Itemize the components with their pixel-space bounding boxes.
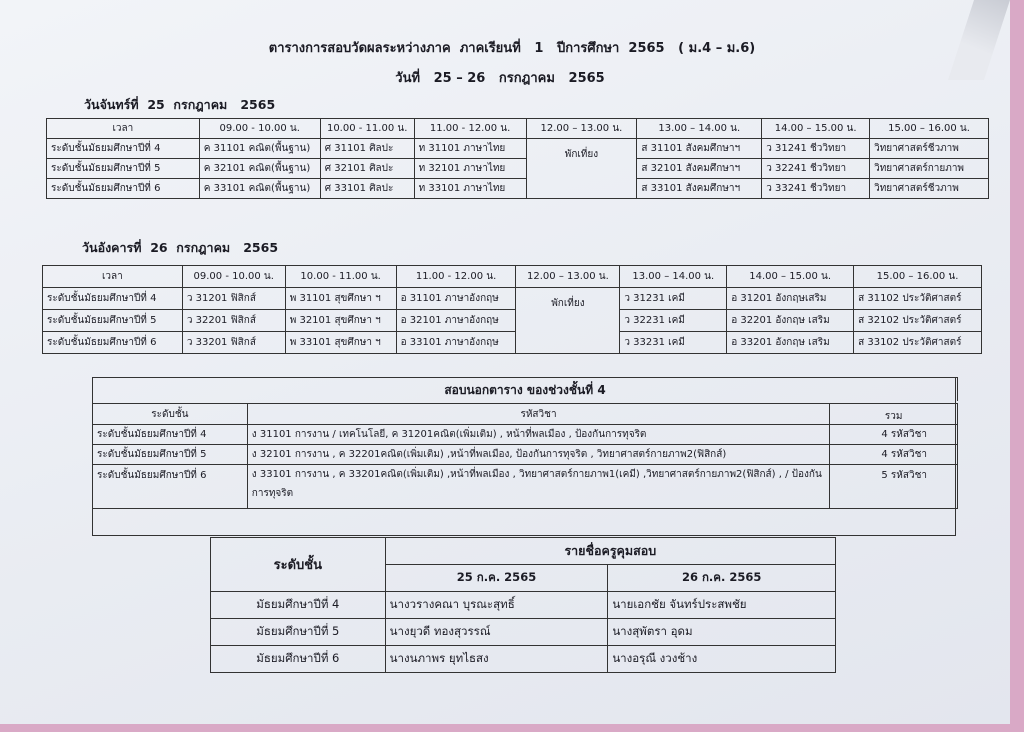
subject-cell: ว 31231 เคมี — [620, 288, 727, 310]
subject-cell: ส 33101 สังคมศึกษาฯ — [637, 179, 762, 199]
slot-header: 10.00 - 11.00 น. — [320, 119, 414, 139]
table-header-row — [43, 266, 982, 288]
subjects-cell: ง 33101 การงาน , ค 33201คณิต(เพิ่มเติม) ,หน้าที่พลเมือง , วิทยาศาสตร์กายภาพ1(เคมี) ,วิทยาศาสตร์กายภาพ2(ฟิสิกส์) , / ป้องกันการทุจริต — [247, 465, 829, 509]
subject-cell: ท 31101 ภาษาไทย — [414, 139, 526, 159]
subject-cell: อ 33201 อังกฤษ เสริม — [727, 332, 854, 354]
subject-cell: ว 33201 ฟิสิกส์ — [182, 332, 285, 354]
subject-cell: ว 33241 ชีววิทยา — [762, 179, 870, 199]
level-cell: ระดับชั้นมัธยมศึกษาปีที่ 5 — [47, 159, 200, 179]
subjects-cell: ง 32101 การงาน , ค 32201คณิต(เพิ่มเติม) ,หน้าที่พลเมือง, ป้องกันการทุจริต , วิทยาศาสตร์กายภาพ2(ฟิสิกส์) — [247, 445, 829, 465]
table-row — [211, 619, 836, 646]
total-header: รวม — [830, 404, 958, 425]
slot-header: 15.00 – 16.00 น. — [870, 119, 989, 139]
total-cell: 5 รหัสวิชา — [830, 465, 958, 509]
lunch-break-cell: พักเที่ยง — [516, 288, 620, 354]
lunch-break-cell: พักเที่ยง — [526, 139, 637, 199]
subject-cell: ส 33102 ประวัติศาสตร์ — [854, 332, 982, 354]
subject-cell: ว 32201 ฟิสิกส์ — [182, 310, 285, 332]
subject-cell: ค 31101 คณิต(พื้นฐาน) — [199, 139, 320, 159]
subject-cell: พ 32101 สุขศึกษา ฯ — [285, 310, 396, 332]
subject-cell: ท 33101 ภาษาไทย — [414, 179, 526, 199]
table-header-row — [211, 538, 836, 565]
subject-cell: ท 32101 ภาษาไทย — [414, 159, 526, 179]
table-row — [211, 592, 836, 619]
subject-cell: อ 32101 ภาษาอังกฤษ — [396, 310, 516, 332]
table-row — [43, 288, 982, 310]
total-cell: 4 รหัสวิชา — [830, 425, 958, 445]
subject-cell: ส 32102 ประวัติศาสตร์ — [854, 310, 982, 332]
slot-header: 15.00 – 16.00 น. — [854, 266, 982, 288]
subject-cell: ศ 32101 ศิลปะ — [320, 159, 414, 179]
proctor-names-header: รายชื่อครูคุมสอบ — [385, 538, 835, 565]
level-header: ระดับชั้น — [211, 538, 386, 592]
subject-cell: ส 31101 สังคมศึกษาฯ — [637, 139, 762, 159]
level-cell: มัธยมศึกษาปีที่ 4 — [211, 592, 386, 619]
proctor-cell: นางสุพัตรา อุดม — [608, 619, 836, 646]
subjects-header: รหัสวิชา — [247, 404, 829, 425]
slot-header: 11.00 - 12.00 น. — [414, 119, 526, 139]
table-row — [47, 139, 989, 159]
subject-cell: ว 32231 เคมี — [620, 310, 727, 332]
day1-heading: วันจันทร์ที่ 25 กรกฎาคม 2565 — [84, 97, 276, 112]
proctor-cell: นางนภาพร ยุทไธสง — [385, 646, 608, 673]
subject-cell: ศ 31101 ศิลปะ — [320, 139, 414, 159]
subject-cell: ว 33231 เคมี — [620, 332, 727, 354]
subject-cell: ค 33101 คณิต(พื้นฐาน) — [199, 179, 320, 199]
table-header-row — [47, 119, 989, 139]
slot-header: 12.00 – 13.00 น. — [516, 266, 620, 288]
total-cell: 4 รหัสวิชา — [830, 445, 958, 465]
time-header: เวลา — [43, 266, 183, 288]
level-header: ระดับชั้น — [93, 404, 248, 425]
level-cell: ระดับชั้นมัธยมศึกษาปีที่ 6 — [93, 465, 248, 509]
subject-cell: วิทยาศาสตร์ชีวภาพ — [870, 179, 989, 199]
subject-cell: อ 31201 อังกฤษเสริม — [727, 288, 854, 310]
slot-header: 14.00 – 15.00 น. — [762, 119, 870, 139]
day2-schedule-table — [42, 265, 982, 354]
table-row — [93, 425, 958, 445]
day1-schedule-table — [46, 118, 989, 199]
level-cell: ระดับชั้นมัธยมศึกษาปีที่ 5 — [93, 445, 248, 465]
proctor-cell: นางยุวดี ทองสุวรรณ์ — [385, 619, 608, 646]
table-header-row — [93, 404, 958, 425]
subject-cell: ส 31102 ประวัติศาสตร์ — [854, 288, 982, 310]
subject-cell: พ 31101 สุขศึกษา ฯ — [285, 288, 396, 310]
slot-header: 14.00 – 15.00 น. — [727, 266, 854, 288]
slot-header: 09.00 - 10.00 น. — [199, 119, 320, 139]
subject-cell: ว 32241 ชีววิทยา — [762, 159, 870, 179]
date-header: 26 ก.ค. 2565 — [608, 565, 836, 592]
slot-header: 13.00 – 14.00 น. — [637, 119, 762, 139]
subject-cell: ว 31201 ฟิสิกส์ — [182, 288, 285, 310]
subject-cell: ค 32101 คณิต(พื้นฐาน) — [199, 159, 320, 179]
level-cell: ระดับชั้นมัธยมศึกษาปีที่ 6 — [47, 179, 200, 199]
subject-cell: พ 33101 สุขศึกษา ฯ — [285, 332, 396, 354]
proctors-table — [210, 537, 836, 673]
subjects-cell: ง 31101 การงาน / เทคโนโลยี, ค 31201คณิต(เพิ่มเติม) , หน้าที่พลเมือง , ป้องกันการทุจริต — [247, 425, 829, 445]
slot-header: 13.00 – 14.00 น. — [620, 266, 727, 288]
subject-cell: อ 32201 อังกฤษ เสริม — [727, 310, 854, 332]
extra-exams-table — [92, 403, 958, 509]
subject-cell: ส 32101 สังคมศึกษาฯ — [637, 159, 762, 179]
table-row — [47, 159, 989, 179]
slot-header: 12.00 – 13.00 น. — [526, 119, 637, 139]
day2-heading: วันอังคารที่ 26 กรกฎาคม 2565 — [82, 240, 279, 255]
time-header: เวลา — [47, 119, 200, 139]
level-cell: มัธยมศึกษาปีที่ 6 — [211, 646, 386, 673]
table-row — [47, 179, 989, 199]
subject-cell: อ 31101 ภาษาอังกฤษ — [396, 288, 516, 310]
level-cell: มัธยมศึกษาปีที่ 5 — [211, 619, 386, 646]
table-row — [211, 646, 836, 673]
proctor-cell: นายเอกชัย จันทร์ประสพชัย — [608, 592, 836, 619]
level-cell: ระดับชั้นมัธยมศึกษาปีที่ 5 — [43, 310, 183, 332]
level-cell: ระดับชั้นมัธยมศึกษาปีที่ 4 — [93, 425, 248, 445]
subject-cell: อ 33101 ภาษาอังกฤษ — [396, 332, 516, 354]
level-cell: ระดับชั้นมัธยมศึกษาปีที่ 6 — [43, 332, 183, 354]
level-cell: ระดับชั้นมัธยมศึกษาปีที่ 4 — [43, 288, 183, 310]
slot-header: 11.00 - 12.00 น. — [396, 266, 516, 288]
extra-exams-title: สอบนอกตาราง ของช่วงชั้นที่ 4 — [92, 377, 958, 401]
table-row — [93, 465, 958, 509]
subject-cell: ว 31241 ชีววิทยา — [762, 139, 870, 159]
page-title: ตารางการสอบวัดผลระหว่างภาค ภาคเรียนที่ 1 ปีการศึกษา 2565 ( ม.4 – ม.6) — [268, 41, 756, 56]
proctor-cell: นางวรางคณา บุรณะสุทธิ์ — [385, 592, 608, 619]
subject-cell: วิทยาศาสตร์ชีวภาพ — [870, 139, 989, 159]
subject-cell: วิทยาศาสตร์กายภาพ — [870, 159, 989, 179]
slot-header: 10.00 - 11.00 น. — [285, 266, 396, 288]
subject-cell: ศ 33101 ศิลปะ — [320, 179, 414, 199]
date-header: 25 ก.ค. 2565 — [385, 565, 608, 592]
level-cell: ระดับชั้นมัธยมศึกษาปีที่ 4 — [47, 139, 200, 159]
table-row — [43, 310, 982, 332]
slot-header: 09.00 - 10.00 น. — [182, 266, 285, 288]
table-row — [93, 445, 958, 465]
table-row — [43, 332, 982, 354]
proctor-cell: นางอรุณี งวงช้าง — [608, 646, 836, 673]
exam-date-range: วันที่ 25 – 26 กรกฎาคม 2565 — [395, 71, 605, 86]
